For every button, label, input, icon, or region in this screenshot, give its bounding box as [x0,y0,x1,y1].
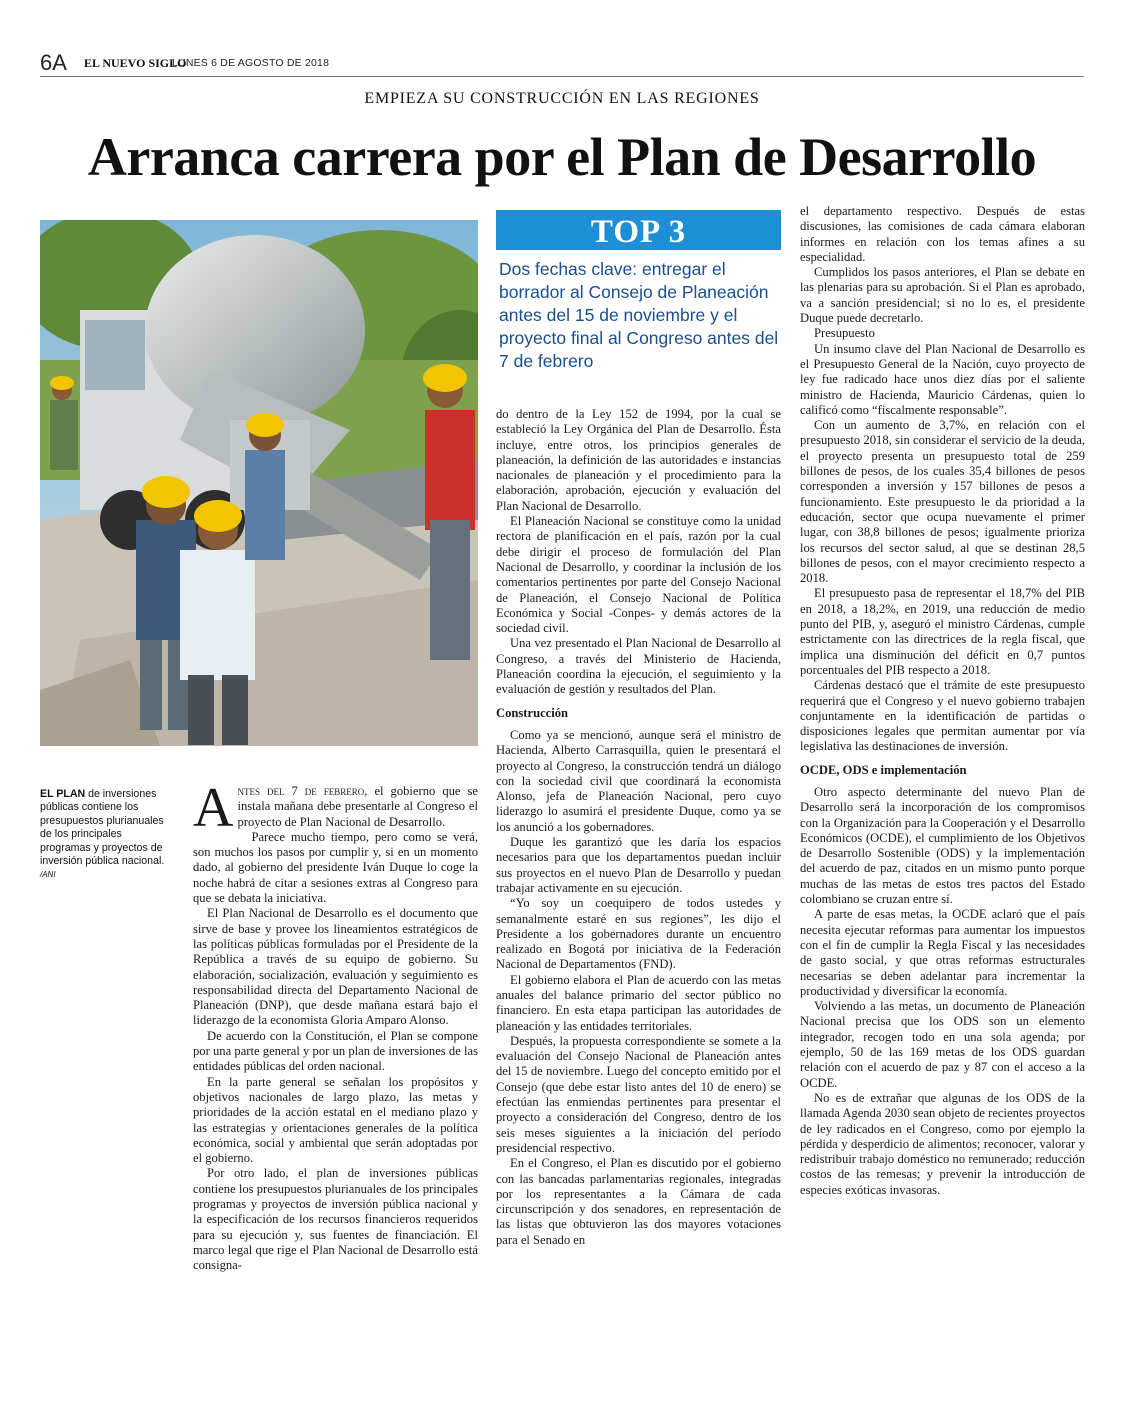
kicker: EMPIEZA SU CONSTRUCCIÓN EN LAS REGIONES [364,90,760,107]
top3-text: Dos fechas clave: entregar el borrador al Consejo de Planeación antes del 15 de noviembre y el proyecto final al Congreso antes del 7 de febrero [499,259,779,371]
body-paragraph: Duque les garantizó que les daría los espacios necesarios para que los departamentos puedan incluir sus proyectos en el nuevo Plan de Desarrollo y puedan trabajar activamente en su ejecución. [496,835,781,895]
body-paragraph: Por otro lado, el plan de inversiones públicas contiene los presupuestos plurianuales de los principales programas y proyectos de inversión pública nacional y la especificación de los recursos financieros requeridos para su ejecución y, sus fuentes de financiación. El marco legal que rige el Plan Nacional de Desarrollo está consigna- [193,1166,478,1273]
lead-smallcaps: ntes del 7 de febrero, [237,784,368,798]
article-photo [40,220,478,746]
masthead: EL NUEVO SIGLO [84,56,187,70]
headline: Arranca carrera por el Plan de Desarrollo [87,127,1037,187]
body-paragraph: el departamento respectivo. Después de estas discusiones, las comisiones de cada cámara elaboran informes en relación con los temas afines a su especialidad. [800,204,1085,264]
body-paragraph: Con un aumento de 3,7%, en relación con el presupuesto 2018, sin considerar el servicio de la deuda, el proyecto presenta un presupuesto total de 259 billones de pesos, de los cuales 35,4 billones de pesos corresponden a inversión y 157 billones de pesos a funcionamiento. Este presupuesto le da prioridad a la educación, sector que ocupa nuevamente el primer lugar, con 38,8 billones de pesos; igualmente prioriza los recursos del sector salud, al que se destinan 28,5 billones de pesos, con el mayor crecimiento respecto a 2018. [800,418,1085,586]
body-paragraph: “Yo soy un coequipero de todos ustedes y semanalmente estaré en sus regiones”, les dijo el Presidente a los gobernadores durante un encuentro realizado en Bogotá por iniciativa de la Federación Nacional de Departamentos (FND). [496,896,781,972]
caption-credit: /ANI [40,870,56,880]
page-number: 6A [40,50,67,75]
body-paragraph: Parece mucho tiempo, pero como se verá, son muchos los pasos por cumplir y, si en un momento dado, al gobierno del presidente Iván Duque lo coge la noche habrá de citar a sesiones extras al Congreso para que se debata la iniciativa. [193,829,478,906]
body-paragraph: No es de extrañar que algunas de los ODS de la llamada Agenda 2030 sean objeto de recientes proyectos de ley radicados en el Congreso, como por ejemplo la pérdida y desperdicio de alimentos; reconocer, valorar y redistribuir trabajo doméstico no remunerado; reducción costos de las remesas; y prevenir la introducción de especies exóticas invasoras. [800,1090,1086,1197]
lead-rest: el gobierno que se instala mañana debe presentarle al Congreso el proyecto de Plan Nacional de Desarrollo. [237,784,478,829]
photo-caption [40,788,172,882]
body-paragraph: A parte de esas metas, la OCDE aclaró que el país necesita ejecutar reformas para aumentar los impuestos con el fin de cumplir la Regla Fiscal y las necesidades de gasto social, y que otras reformas estructurales necesarias se deben adelantar para incrementar la productividad y diversificar la economía. [800,907,1085,998]
body-paragraph: En el Congreso, el Plan es discutido por el gobierno con las bancadas parlamentarias regionales, integradas por los representantes a la Cámara de cada circunscripción y dos senadores, en representación de las listas que obtuvieron las dos mayores votaciones para el Senado en [496,1156,781,1247]
subhead-construccion: Construcción [496,705,569,720]
subhead-ocde: OCDE, ODS e implementación [800,762,967,777]
body-paragraph: Un insumo clave del Plan Nacional de Desarrollo es el Presupuesto General de la Nación, cuyo proyecto de ley fue radicado hace unos diez días por el saliente ministro de Hacienda, Mauricio Cárdenas, quien lo calificó como “fiscalmente responsable”. [800,341,1085,417]
body-column-2 [496,407,781,1248]
body-paragraph: Cárdenas destacó que el trámite de este presupuesto requerirá que el Congreso y el nuevo gobierno trabajen conjuntamente en la identificación de partidas o disposiciones legales que permitan aumentar por vía legislativa las destinaciones de inversión. [800,678,1085,754]
body-paragraph: El Plan Nacional de Desarrollo es el documento que sirve de base y provee los lineamientos estratégicos de las políticas públicas formuladas por el Presidente de la República a través de su equipo de gobierno. Su elaboración, socialización, evaluación y seguimiento es responsabilidad directa del Departamento Nacional de Planeación (DNP), que desde mañana estará bajo el liderazgo de la economista Gloria Amparo Alonso. [193,906,478,1028]
body-paragraph: Cumplidos los pasos anteriores, el Plan se debate en las plenarias para su aprobación. Si el Plan es aprobado, va a sanción presidencial; si no lo es, el presidente Duque puede decretarlo. [800,265,1085,326]
body-paragraph: El Planeación Nacional se constituye como la unidad rectora de planificación en el país, razón por la cual debe dirigir el proceso de formulación del Plan Nacional de Desarrollo, y coordinar la inclusión de los comentarios pertinentes por parte del Consejo Nacional de Planeación, el Consejo Nacional de Política Económica y Social -Conpes- y demás actores de la sociedad civil. [496,514,781,636]
body-paragraph: En la parte general se señalan los propósitos y objetivos nacionales de largo plazo, las metas y prioridades de la acción estatal en el mediano plazo y las estrategias y orientaciones generales de la política económica, social y ambiental que serán adoptadas por el gobierno. [193,1074,478,1166]
top3-label: TOP 3 [590,214,687,250]
top3-banner [496,210,781,250]
body-paragraph: El gobierno elabora el Plan de acuerdo con las metas anuales del balance primario del sector público no financiero. En esta etapa participan las autoridades de planeación y las entidades territoriales. [496,972,781,1033]
lead-paragraph [193,777,478,839]
body-paragraph: Una vez presentado el Plan Nacional de Desarrollo al Congreso, a través del Ministerio de Hacienda, Planeación coordina la ejecución, el seguimiento y la evaluación de gestión y resultados del Plan. [496,636,781,697]
body-paragraph: Como ya se mencionó, aunque será el ministro de Hacienda, Alberto Carrasquilla, quien le presentará el proyecto al Congreso, la construcción tendrá un diálogo con la sociedad civil que coordinará la economista Alonso, jefa de Planeación Nacional, pero cuyo liderazgo lo asumirá el presidente Duque, como ya se los anunció a los gobernadores. [496,727,781,834]
header-rule [40,76,1084,77]
dateline: LUNES 6 DE AGOSTO DE 2018 [172,57,330,69]
body-paragraph: El presupuesto pasa de representar el 18,7% del PIB en 2018, a 18,2%, en 2019, una reducción de medio punto del PIB, y, aseguró el ministro Cárdenas, cumple estrictamente con las directrices de la regla fiscal, que implica una disminución del déficit en 0,7 puntos porcentuales del PIB respecto a 2018. [800,586,1085,677]
caption-text: de inversiones públicas contiene los presupuestos plurianuales de los principales programas y proyectos de inversión pública nacional. [40,788,165,868]
body-paragraph: De acuerdo con la Constitución, el Plan se compone por una parte general y por un plan de inversiones de las entidades públicas del orden nacional. [193,1028,478,1074]
body-paragraph: Después, la propuesta correspondiente se somete a la evaluación del Consejo Nacional de Planeación antes del 15 de noviembre. Luego del concepto emitido por el Consejo (que debe estar listo antes del 10 de enero) se efectúan las enmiendas pertinentes para presentar el proyecto a consideración del Congreso, dentro de los seis meses siguientes a la iniciación del período presidencial respectivo. [496,1033,781,1155]
drop-cap: A [193,777,234,839]
body-paragraph: Otro aspecto determinante del nuevo Plan de Desarrollo será la incorporación de los compromisos con la Organización para la Cooperación y el Desarrollo Económicos (OCDE), el cumplimiento de los Objetivos de Desarrollo Sostenible (ODS) y la implementación del acuerdo de paz, citados en un mismo punto porque muchas de las metas de estos tres pactos del Estado colombiano se cruzan entre sí. [800,784,1085,907]
body-column-3 [800,204,1085,1198]
body-column-1 [193,777,478,1274]
caption-lead: EL PLAN [40,788,86,800]
body-paragraph: Volviendo a las metas, un documento de Planeación Nacional precisa que los ODS son un elemento integrador, recogen todo en una sola agenda; por ejemplo, 50 de las 169 metas de los ODS guardan relación con el acuerdo de paz y 87 con el acceso a la OCDE. [800,999,1085,1090]
body-paragraph: do dentro de la Ley 152 de 1994, por la cual se estableció la Ley Orgánica del Plan de Desarrollo. Ésta incluye, entre otros, los principios generales de planeación, la definición de las autoridades e instancias nacionales de planeación y el procedimiento para la elaboración, aprobación, ejecución y evaluación del Plan Nacional de Desarrollo. [496,407,781,513]
subhead-presupuesto: Presupuesto [814,326,875,341]
